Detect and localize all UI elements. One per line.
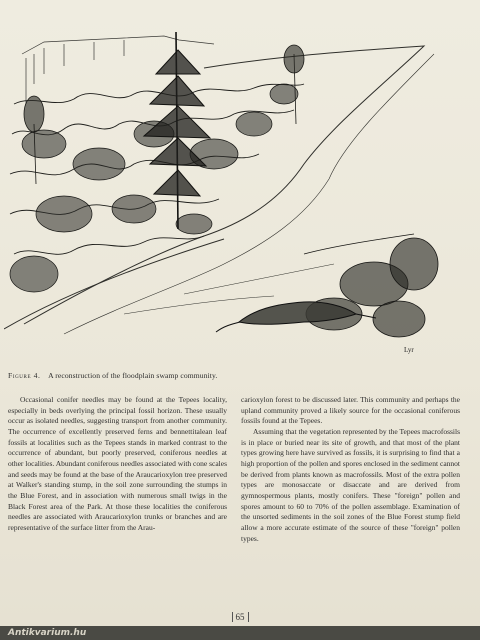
- paragraph: Occasional conifer needles may be found at the Tepees locality, especially in beds overlying the principal fossil horizon. These usually occur as isolated needles, suggesting transport from another community. The occurrence of excellently preserved ferns and bennettitalean leaf fossils at localities such as the Tepees stands in marked contrast to the occurrence of abundant, but poorly preserved, coniferous needles at other localities. Abundant coniferous needles associated with cone scales and seeds may be found at the base of the Araucarioxylon tree preserved at Walker's standing stump, in the soil zone surrounding the stumps in the Blue Forest, and in association with numerous small twigs in the Black Forest area of the Park. At those these localities the coniferous needles are associated with Araucarioxylon trunks or branches and are representative of the surface litter from the Arau-: [8, 395, 227, 532]
- page-number: 65: [0, 612, 480, 622]
- tall-conifer: [144, 32, 210, 229]
- floodplain-swamp-drawing: [4, 14, 474, 364]
- text-column-right: [241, 395, 460, 610]
- watermark: Antikvarium.hu: [8, 628, 87, 638]
- body-text: [8, 395, 460, 610]
- svg-text:Lyr: Lyr: [404, 346, 414, 354]
- caption-text: A reconstruction of the floodplain swamp community.: [48, 371, 218, 380]
- artist-signature: [404, 346, 414, 354]
- figure-caption: [8, 371, 468, 380]
- caption-label: Figure 4.: [8, 371, 41, 380]
- paragraph: Assuming that the vegetation represented by the Tepees macrofossils is in place or buried near its site of growth, and that most of the plant types growing here have survived as fossils, it is surprising to find that a high proportion of the pollen and spores enclosed in the sediment cannot be derived from plants known as macrofossils. Most of the extra pollen types are monosaccate or disaccate and are derived from gymnospermous plants, mostly conifers. These "foreign" pollen and spores amount to 60 to 70% of the pollen assemblage. Examination of the unsorted sediments in the soil zones of the Blue Forest stump field allow a more accurate estimate of the source of these "foreign" pollen types.: [241, 426, 460, 543]
- figure-illustration: [4, 14, 474, 364]
- paragraph: carioxylon forest to be discussed later. This community and perhaps the upland community proved a likely source for the occasional coniferous fossils found at the Tepees.: [241, 395, 460, 426]
- right-bank-vegetation: [304, 234, 438, 337]
- text-column-left: [8, 395, 227, 610]
- fern-clusters: [10, 84, 298, 292]
